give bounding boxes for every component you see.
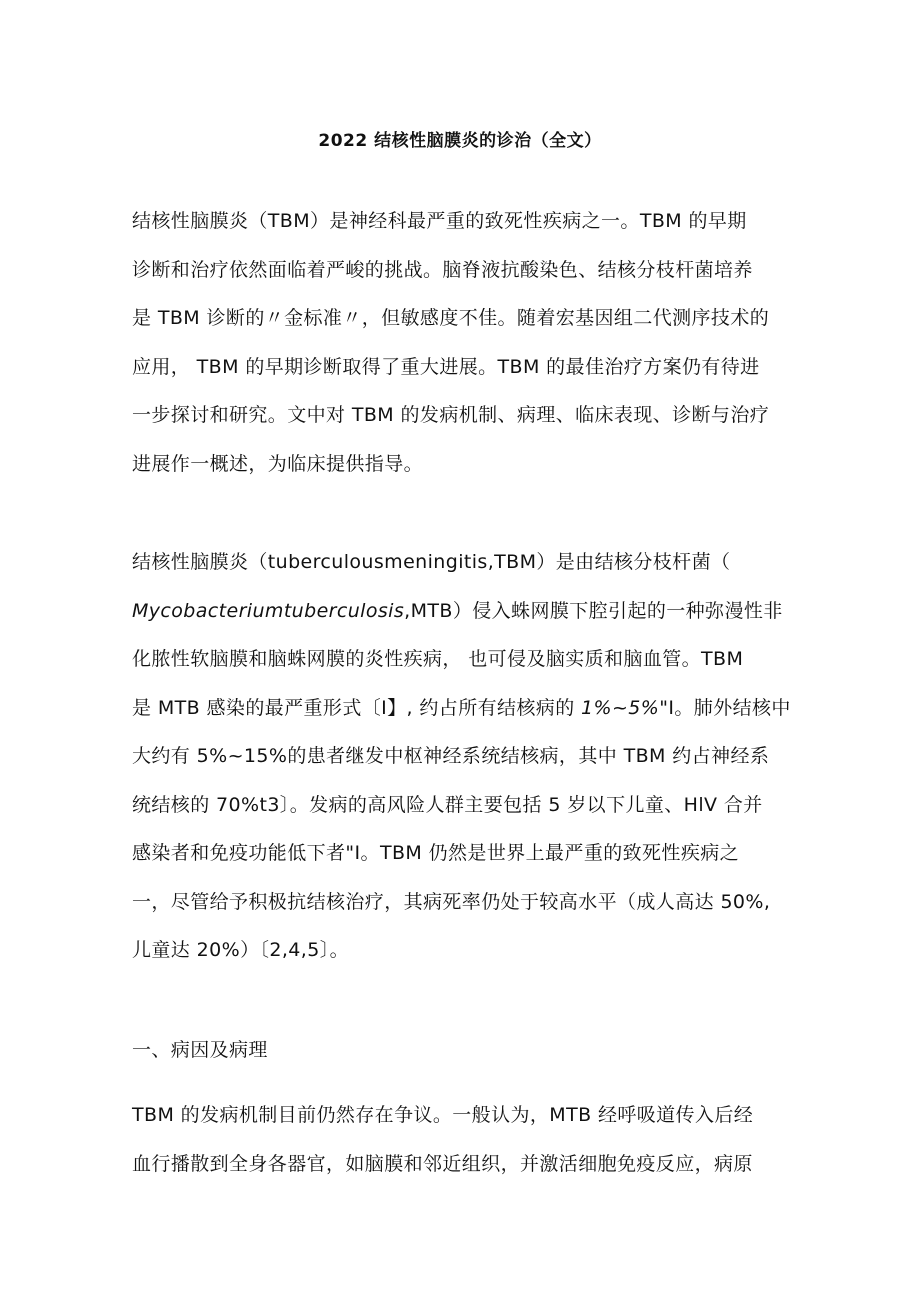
paragraph-line: 感染者和免疫功能低下者"I。TBM 仍然是世界上最严重的致死性疾病之	[132, 842, 740, 864]
paragraph-line: 一步探讨和研究。文中对 TBM 的发病机制、病理、临床表现、诊断与治疗	[132, 404, 770, 426]
document-title: 2022 结核性脑膜炎的诊治（全文）	[318, 131, 602, 151]
paragraph-line	[132, 684, 792, 733]
paragraph-line: 结核性脑膜炎（TBM）是神经科最严重的致死性疾病之一。TBM 的早期	[132, 210, 747, 232]
intro-paragraph	[132, 197, 792, 488]
paragraph-line: 应用， TBM 的早期诊断取得了重大进展。TBM 的最佳治疗方案仍有待进	[132, 355, 760, 378]
paragraph-line: 儿童达 20%）〔2,4,5〕。	[132, 939, 350, 961]
paragraph-line: 血行播散到全身各器官，如脑膜和邻近组织，并激活细胞免疫反应，病原	[132, 1152, 753, 1175]
paragraph-line: 是 TBM 诊断的〃金标准〃，但敏感度不佳。随着宏基因组二代测序技术的	[132, 307, 770, 329]
paragraph-text: ,MTB）侵入蛛网膜下腔引起的一种弥漫性非	[404, 599, 783, 622]
section-heading: 一、病因及病理	[132, 1039, 268, 1061]
paragraph-line: 大约有 5%~15%的患者继发中枢神经系统结核病，其中 TBM 约占神经系	[132, 745, 770, 767]
paragraph-line: 进展作一概述，为临床提供指导。	[132, 452, 424, 475]
paragraph-line: 诊断和治疗依然面临着严峻的挑战。脑脊液抗酸染色、结核分枝杆菌培养	[132, 258, 753, 281]
paragraph-line: 一，尽管给予积极抗结核治疗，其病死率仍处于较高水平（成人高达 50%,	[132, 890, 771, 913]
paragraph-line: 统结核的 70%t3〕。发病的高风险人群主要包括 5 岁以下儿童、HlV 合并	[132, 793, 763, 816]
paragraph-line: 结核性脑膜炎（tuberculousmeningitis,TBM）是由结核分枝杆菌（	[132, 551, 731, 573]
pathology-paragraph	[132, 1091, 792, 1188]
definition-paragraph	[132, 538, 792, 975]
paragraph-text: "I。肺外结核中	[659, 696, 791, 719]
paragraph-line	[132, 587, 792, 636]
paragraph-line: TBM 的发病机制目前仍然存在争议。一般认为，MTB 经呼吸道传入后经	[132, 1104, 754, 1126]
paragraph-text: 是 MTB 感染的最严重形式〔I】, 约占所有结核病的	[132, 696, 582, 719]
species-name: Mycobacteriumtuberculosis	[132, 599, 405, 622]
paragraph-line: 化脓性软脑膜和脑蛛网膜的炎性疾病， 也可侵及脑实质和脑血管。TBM	[132, 648, 744, 670]
percentage-range: 1%~5%	[581, 696, 660, 719]
